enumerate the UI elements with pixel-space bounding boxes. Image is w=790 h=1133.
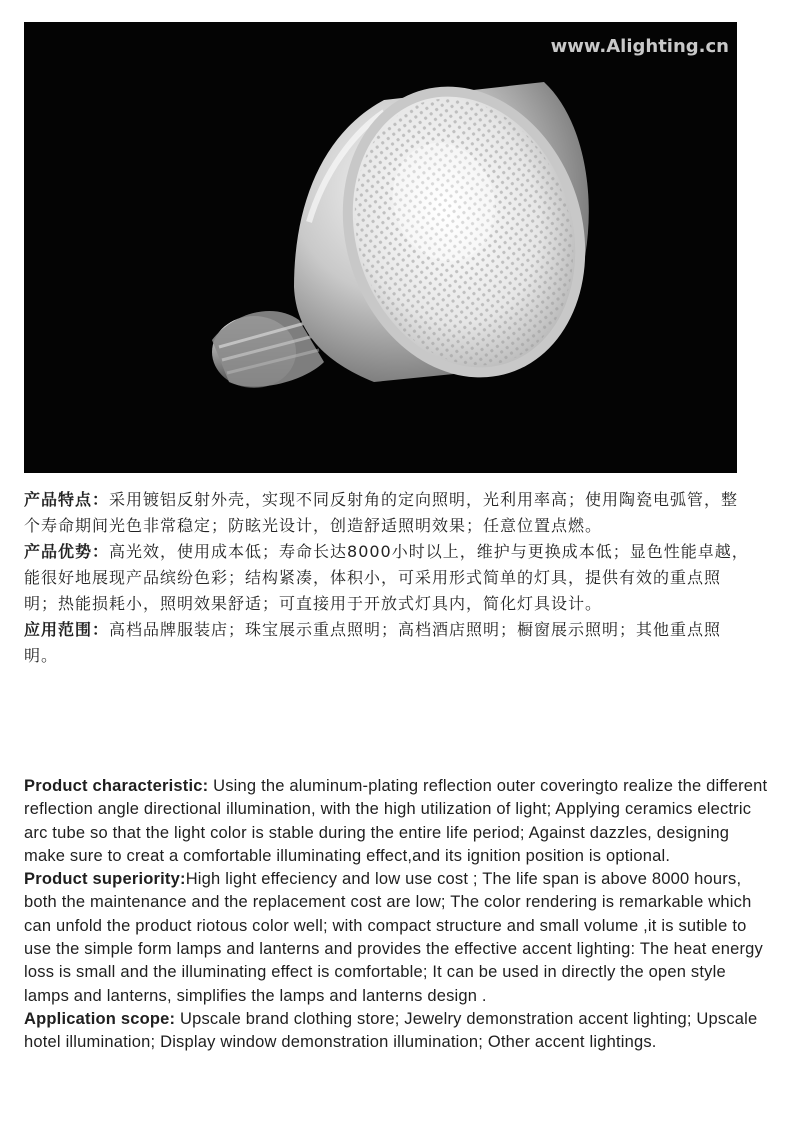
lamp-illustration: [24, 22, 737, 473]
cn-scope-label: 应用范围：: [24, 620, 110, 639]
cn-characteristic-text: 采用镀铝反射外壳，实现不同反射角的定向照明，光利用率高；使用陶瓷电弧管，整个寿命期间光色非常稳定；防眩光设计，创造舒适照明效果；任意位置点燃。: [24, 490, 739, 535]
cn-scope-text: 高档品牌服装店；珠宝展示重点照明；高档酒店照明；橱窗展示照明；其他重点照明。: [24, 620, 722, 665]
cn-superiority-text: 高光效，使用成本低；寿命长达8000小时以上，维护与更换成本低；显色性能卓越，能很好地展现产品缤纷色彩；结构紧凑，体积小，可采用形式简单的灯具，提供有效的重点照明；热能损耗小，照明效果舒适；可直接用于开放式灯具内，简化灯具设计。: [24, 542, 749, 613]
cn-characteristic-paragraph: [24, 487, 754, 539]
english-description: [24, 775, 769, 1055]
en-scope-text: Upscale brand clothing store; Jewelry demonstration accent lighting; Upscale hotel illumination; Display window demonstration illumination; Other accent lightings.: [24, 1009, 758, 1052]
en-scope-paragraph: [24, 1008, 769, 1055]
chinese-description: [24, 487, 754, 669]
cn-superiority-paragraph: [24, 539, 754, 617]
cn-scope-paragraph: [24, 617, 754, 669]
en-superiority-text: High light effeciency and low use cost ; The life span is above 8000 hours, both the maintenance and the replacement cost are low; The color rendering is remarkable which can unfold the product riotous color well; with compact structure and small volume ,it is sutible to use the simple form lamps and lanterns and provides the effective accent lighting: The heat energy loss is small and the illuminating effect is comfortable; It can be used in directly the open style lamps and lanterns, simplifies the lamps and lanterns design .: [24, 870, 763, 1005]
en-characteristic-text: Using the aluminum-plating reflection outer coveringto realize the different reflection angle directional illumination, with the high utilization of light; Applying ceramics electric arc tube so that the light color is stable during the entire life period; Against dazzles, designing make sure to creat a comfortable illuminating effect,and its ignition position is optional.: [24, 777, 768, 865]
en-superiority-label: Product superiority:: [24, 870, 186, 889]
watermark: www.Alighting.cn: [550, 36, 729, 57]
product-photo: [24, 22, 737, 473]
en-superiority-paragraph: [24, 868, 769, 1008]
en-scope-label: Application scope:: [24, 1009, 176, 1028]
en-characteristic-paragraph: [24, 775, 769, 868]
en-characteristic-label: Product characteristic:: [24, 777, 209, 795]
cn-characteristic-label: 产品特点：: [24, 490, 110, 509]
cn-superiority-label: 产品优势：: [24, 542, 110, 561]
